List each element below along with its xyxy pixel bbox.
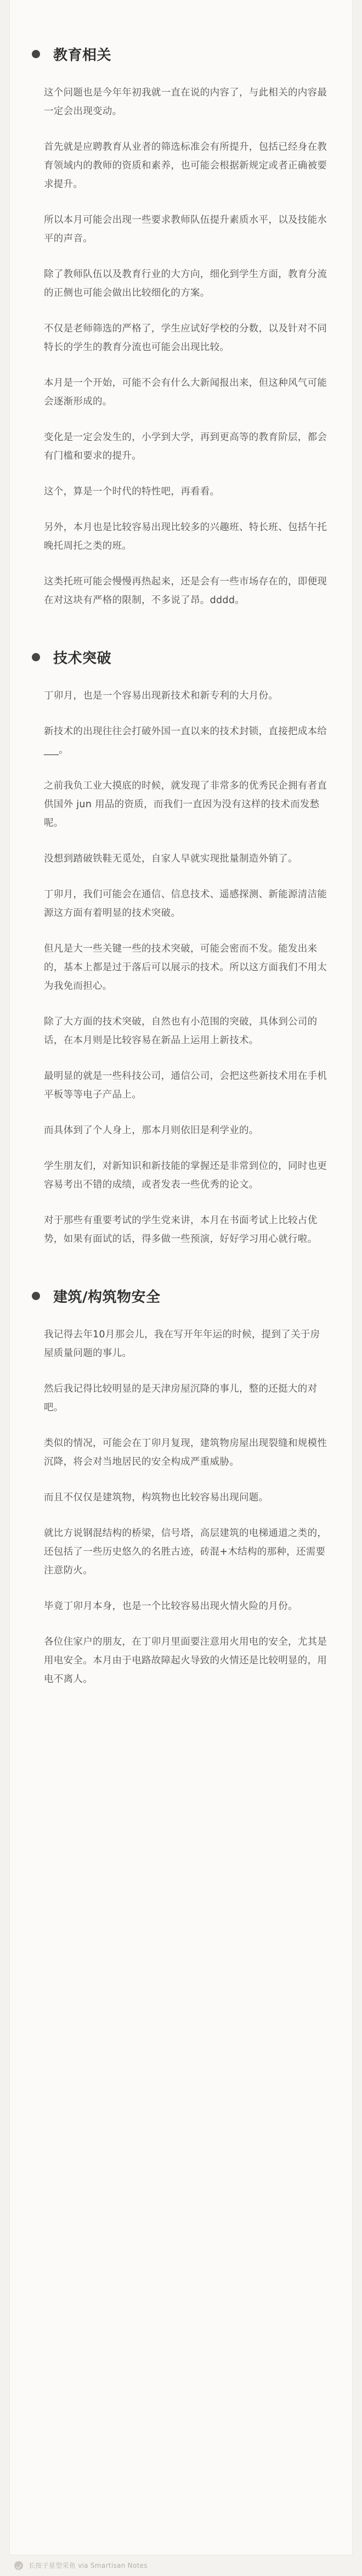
paragraph: 这个问题也是今年年初我就一直在说的内容了，与此相关的内容最一定会出现变动。 — [44, 87, 327, 117]
paragraph: 学生朋友们，对新知识和新技能的掌握还是非常到位的，同时也更容易考出不错的成绩，或者发表一些优秀的论文。 — [44, 1161, 327, 1190]
paragraph: 之前我负工业大摸底的时候，就发现了非常多的优秀民企拥有者直供国外 jun 用品的资质，而我们一直因为没有这样的技术而发愁呢。 — [44, 780, 327, 829]
section-heading — [32, 43, 329, 65]
paragraph: 这类托班可能会慢慢再热起来，还是会有一些市场存在的，即便现在对这块有严格的限制，不多说了昂。dddd。 — [44, 576, 327, 606]
paragraph: 类似的情况，可能会在丁卯月复现，建筑物房屋出现裂缝和规模性沉降，将会对当地居民的安全构成严重威胁。 — [44, 1438, 327, 1467]
section-tech — [32, 646, 329, 1248]
paragraph: 就比方说钢混结构的桥梁，信号塔，高层建筑的电梯通道之类的，还包括了一些历史悠久的名胜古迹，砖混+木结构的那种，还需要注意防火。 — [44, 1528, 327, 1576]
paragraph: 丁卯月，也是一个容易出现新技术和新专利的大月份。 — [44, 690, 279, 701]
section-heading — [32, 646, 329, 668]
paragraph: 所以本月可能会出现一些要求教师队伍提升素质水平，以及技能水平的声音。 — [44, 215, 327, 244]
check-circle-icon — [14, 2561, 23, 2570]
paragraph: 除了教师队伍以及教育行业的大方向，细化到学生方面，教育分流的正侧也可能会做出比较细化的方案。 — [44, 269, 327, 299]
paragraph: 本月是一个开始，可能不会有什么大新闻报出来，但这种风气可能会逐渐形成的。 — [44, 378, 327, 407]
paragraph: 我记得去年10月那会儿，我在写开年年运的时候，提到了关于房屋质量问题的事儿。 — [44, 1329, 320, 1359]
paragraph: 变化是一定会发生的，小学到大学，再到更高等的教育阶层，都会有门槛和要求的提升。 — [44, 432, 327, 462]
paragraph: 除了大方面的技术突破，自然也有小范围的突破，具体到公司的话，在本月则是比较容易在新品上运用上新技术。 — [44, 1016, 318, 1046]
paragraph: 毕竟丁卯月本身，也是一个比较容易出现火情火险的月份。 — [44, 1601, 298, 1612]
paragraph: 没想到踏破铁鞋无觅处，自家人早就实现批量制造外销了。 — [44, 853, 298, 864]
paragraph: 不仅是老师筛选的严格了，学生应试好学校的分数，以及针对不同特长的学生的教育分流也可能会出现比较。 — [44, 323, 327, 353]
paragraph: 对于那些有重要考试的学生党来讲，本月在书面考试上比较占优势，如果有面试的话，得多做一些预演，好好学习用心就行啦。 — [44, 1215, 318, 1245]
paragraph: 新技术的出现往往会打破外国一直以来的技术封锁，直接把成本给___。 — [44, 726, 327, 756]
bullet-dot-icon — [32, 1292, 40, 1300]
section-title: 技术突破 — [53, 650, 112, 667]
paragraph: 这个，算是一个时代的特性吧，再看看。 — [44, 486, 220, 497]
footer-attribution: 长按子星型采鱼 via Smartisan Notes — [29, 2562, 148, 2569]
paragraph: 而且不仅仅是建筑物，构筑物也比较容易出现问题。 — [44, 1492, 269, 1503]
paragraph: 各位住家户的朋友，在丁卯月里面要注意用火用电的安全，尤其是用电安全。本月由于电路故障起火导致的火情还是比较明显的，用电不离人。 — [44, 1636, 327, 1685]
bullet-dot-icon — [32, 50, 40, 58]
bullet-dot-icon — [32, 653, 40, 661]
footer — [10, 2555, 352, 2576]
paragraph: 但凡是大一些关键一些的技术突破，可能会密而不发。能发出来的，基本上都是过于落后可以展示的技术。所以这方面我们不用太为我免而担心。 — [44, 943, 327, 992]
section-education — [32, 43, 329, 610]
section-title: 教育相关 — [53, 47, 112, 64]
section-title: 建筑/构筑物安全 — [53, 1289, 161, 1306]
paragraph: 另外，本月也是比较容易出现比较多的兴趣班、特长班、包括午托晚托周托之类的班。 — [44, 522, 327, 552]
section-heading — [32, 1285, 329, 1307]
paragraph: 然后我记得比较明显的是天津房屋沉降的事儿，整的还挺大的对吧。 — [44, 1383, 318, 1413]
paragraph: 丁卯月，我们可能会在通信、信息技术、遥感探测、新能源清洁能源这方面有着明显的技术突破。 — [44, 889, 327, 919]
paragraph: 最明显的就是一些科技公司，通信公司，会把这些新技术用在手机平板等等电子产品上。 — [44, 1071, 327, 1100]
section-building-safety — [32, 1285, 329, 1689]
paragraph: 首先就是应聘教育从业者的筛选标准会有所提升，包括已经身在教育领域内的教师的资质和素养，也可能会根据新规定或者正确被要求提升。 — [44, 142, 327, 190]
note-card — [10, 0, 352, 2555]
paragraph: 而具体到了个人身上，那本月则依旧是利学业的。 — [44, 1125, 259, 1136]
